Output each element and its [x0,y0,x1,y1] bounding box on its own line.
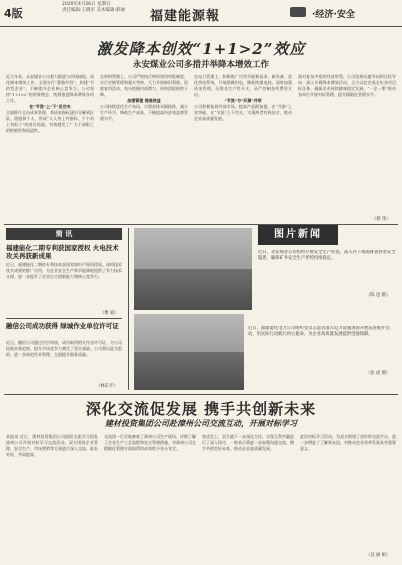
article1-col2b-text: 公司持续优化生产布局，合理安排采掘接续，减少生产环节，降低生产成本，不断提高经济效益和管理水平。 [100,104,188,121]
article1-subhead-2: 加强管理 提高效益 [127,98,161,103]
divider-line-2 [4,394,398,395]
meta-editor: 责任编辑:王晓军 美术编辑:郝丽 [62,8,125,13]
article1-column-3 [194,74,292,222]
article2-column-4: 此次对标学习活动，为双方搭建了良好的交流平台，进一步增进了了解和友谊，对推动企业改革发展具有重要意义。 [300,434,396,451]
article1-column-1 [6,74,94,222]
brief-divider [6,318,122,319]
photo-caption-1-text: 近日，永安煤业公司组织开展安全生产检查，深入井下现场排查各类安全隐患，确保矿井安全生产形势持续稳定。 [258,250,396,261]
masthead-title: 福建能源報 [150,9,221,24]
page-meta [62,2,125,14]
article1-col3b-text: 公司积极拓展外部市场，提高产品附加值，在“开源”上求突破，在“节流”上下功夫，实现两者有机结合，推动企业高质量发展。 [194,104,292,121]
column-rule [128,228,129,390]
brief1-headline: 福建能化二期专利获国家授权 火电技术攻关再获新成果 [6,244,119,260]
article2-title: 深化交流促发展 携手共创新未来 [85,400,317,418]
article1-subtitle: 永安煤业公司多措并举降本增效工作 [132,60,269,70]
photo-mine-inspection [134,228,252,310]
article2-column-3: 座谈会上，双方就下一步深化合作、实现互利共赢进行了深入探讨，一致表示将进一步加强沟通交流，携手共创美好未来，推动企业高质量发展。 [202,434,294,451]
brief2-body: 近日，融信公司通过层层审核，成功取得相关作业许可证，为公司拓展业务范围、提升市场竞争力奠定了坚实基础。公司将以此为契机，进一步规范作业管理，全面提升服务质量。 [6,340,122,357]
brief2-headline: 融信公司成功获得 绿城作业单位许可证 [6,322,119,330]
photo-credit-2: （张 虎 摄） [366,371,391,376]
article2-column-1: 本报讯 近日，建材投资集团公司组织交流学习团赴漳州公司开展对标学习交流活动。双方围绕企业管理、安全生产、市场营销等方面进行深入交流，取长补短，共同提高。 [6,434,98,457]
article1-col1-text: 近几年来，永安煤业公司着力推进与市场接轨，深化降本增效工作，全面实行“算账经营”，构建“节约型企业”，不断提升企业核心竞争力。公司坚持“1+1>2”的创效理念，统筹推进降本增效各项工作。 [6,74,94,103]
article1-credit: （蔡 伟） [372,217,391,222]
divider-line [4,224,398,225]
article1-title: 激发降本创效“1+1>2”效应 [96,40,306,58]
article1-col4-text: 面对复杂多变的经济形势，公司坚持问题导向和目标导向，深入开展降本增效活动，全力以赴完成全年各项目标任务，确保企业持续健康稳定发展。“一企一策”推动各单位开展对标管理，提升精细化管理水平。 [298,74,396,97]
article2-column-2: 交流团一行实地参观了漳州公司生产现场，详细了解了企业生产工艺流程和安全管理措施，对漳州公司在精细化管理方面取得的成效给予充分肯定。 [104,434,196,451]
brief1-body: 近日，福建能化二期的专利技术获国家知识产权局授权。该项技术攻关成果的推广应用，为企业安全生产和节能降耗提供了有力技术支撑，进一步提升了企业自主创新能力和核心竞争力。 [6,262,122,279]
article1-col3-text: 在电力管理上，积极推广应用节能新技术、新设备，优化供电系统，开展错峰用电，降低吨煤电耗。同时加强资金管理，压缩非生产性开支，从严控制各项费用支出。 [194,74,292,97]
article2-credit: （吴 丽 娟） [366,553,391,558]
photo-credit-1: （陈 思 摄） [366,293,391,298]
photo-caption-2 [248,326,396,368]
photo-caption-2-text: 近日，福建能化电力公司组织党员志愿者深入电力设施现场开展巡查维护活动，用实际行动践行初心使命，为企业高质量发展提供坚强保障。 [248,326,390,337]
newspaper-logo-icon [290,7,306,17]
article2-subtitle: 建材投资集团公司赴漳州公司交流互动，开展对标学习 [105,418,297,428]
brief1-credit: （曹 斌） [100,311,119,316]
article1-subhead-1: 在“节流”上“下”足功夫 [29,104,71,109]
section-name: ·经济·安全 [312,10,355,20]
photo-power-volunteers [134,314,244,390]
briefs-tag: 简 讯 [6,228,122,240]
article1-column-4 [298,74,396,216]
photo-news-tag: 图片新闻 [258,225,338,245]
meta-date: 2020年4月26日 星期日 [62,2,111,7]
article1-subhead-3: “节流”与“开源”并举 [224,98,262,103]
page-header [0,0,402,27]
article1-col2-text: 在材料管理上，公司严格执行物资领用审批制度，实行定额管理和超支考核，大力开展修旧利废、回收复用活动，充分挖掘内部潜力，材料消耗持续下降。 [100,74,188,97]
article1-col1b-text: 全面推行全员成本管理，将成本指标逐层分解到区队、班组和个人，形成“人人身上有指标，个个肩上有担子”的良好局面，有效激发了广大干部职工的积极性和创造性。 [6,110,94,133]
photo-caption-1 [258,250,396,290]
page-number: 4版 [4,7,23,20]
article1-column-2 [100,74,188,222]
brief2-credit: （林东平） [96,384,118,389]
